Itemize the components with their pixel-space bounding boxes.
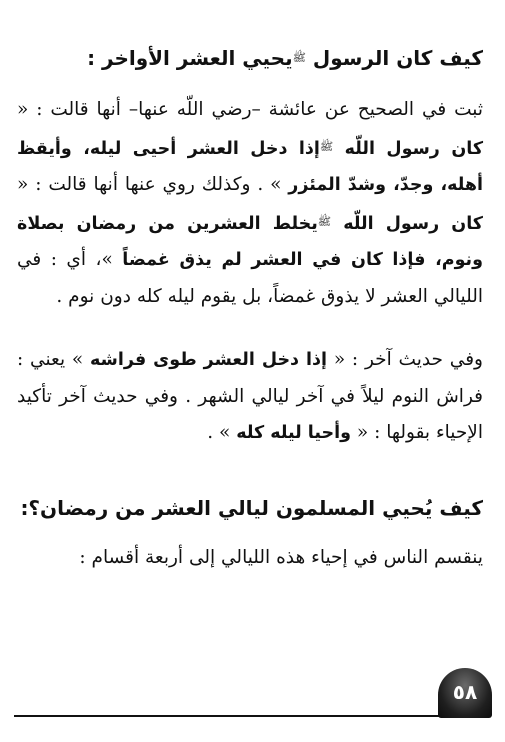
plain-text: » يعني : فراش النوم ليلاً في آخر ليالي الشهر . وفي حديث آخر تأكيد الإحياء بقولها : « xyxy=(17,349,483,443)
paragraph-another-hadith xyxy=(17,342,483,452)
hadith-quote: وأحيا ليله كله xyxy=(236,423,352,443)
plain-text: » . وكذلك روي عنها أنها قالت : « xyxy=(17,174,289,195)
paragraph-text: ينقسم الناس في إحياء هذه الليالي إلى أربعة أقسام : xyxy=(79,547,483,568)
plain-text: ثبت في الصحيح عن عائشة –رضي اللّه عنها– أنها قالت : « xyxy=(17,99,483,120)
hadith-quote: إذا دخل العشر طوى فراشه xyxy=(90,350,328,370)
honorific-ligature: ﷺ xyxy=(292,51,306,64)
hadith-quote: يخلط العشرين من رمضان بصلاة ونوم، فإذا كان في العشر لم يذق غمضاً xyxy=(17,213,483,270)
plain-text: »، أي : في الليالي العشر لا يذوق غمضاً، بل يقوم ليله كله دون نوم . xyxy=(17,249,483,307)
page-number: ٥٨ xyxy=(452,680,478,704)
plain-text: » . xyxy=(207,422,237,443)
paragraph-text xyxy=(17,92,483,315)
hadith-quote: كان رسول اللّه xyxy=(333,138,484,159)
section-heading-messenger-nights xyxy=(13,44,483,72)
footer-rule xyxy=(14,715,444,717)
honorific-ligature: ﷺ xyxy=(319,139,334,153)
hadith-quote: كان رسول اللّه xyxy=(331,213,483,234)
heading-text-part-2: يحيي العشر الأواخر : xyxy=(87,46,293,70)
paragraph-text xyxy=(17,342,483,452)
honorific-ligature: ﷺ xyxy=(317,214,332,228)
section-heading-muslims-nights: كيف يُحيي المسلمون ليالي العشر من رمضان؟: xyxy=(20,496,483,520)
plain-text: وفي حديث آخر : « xyxy=(327,349,483,370)
paragraph-four-categories xyxy=(17,540,483,577)
hadith-quote: إذا دخل العشر أحيى ليله، وأيقظ أهله، وجدّ، وشدّ المئزر xyxy=(17,138,483,195)
heading-text-part-1: كيف كان الرسول xyxy=(305,46,483,70)
paragraph-aisha-narration xyxy=(17,92,483,315)
